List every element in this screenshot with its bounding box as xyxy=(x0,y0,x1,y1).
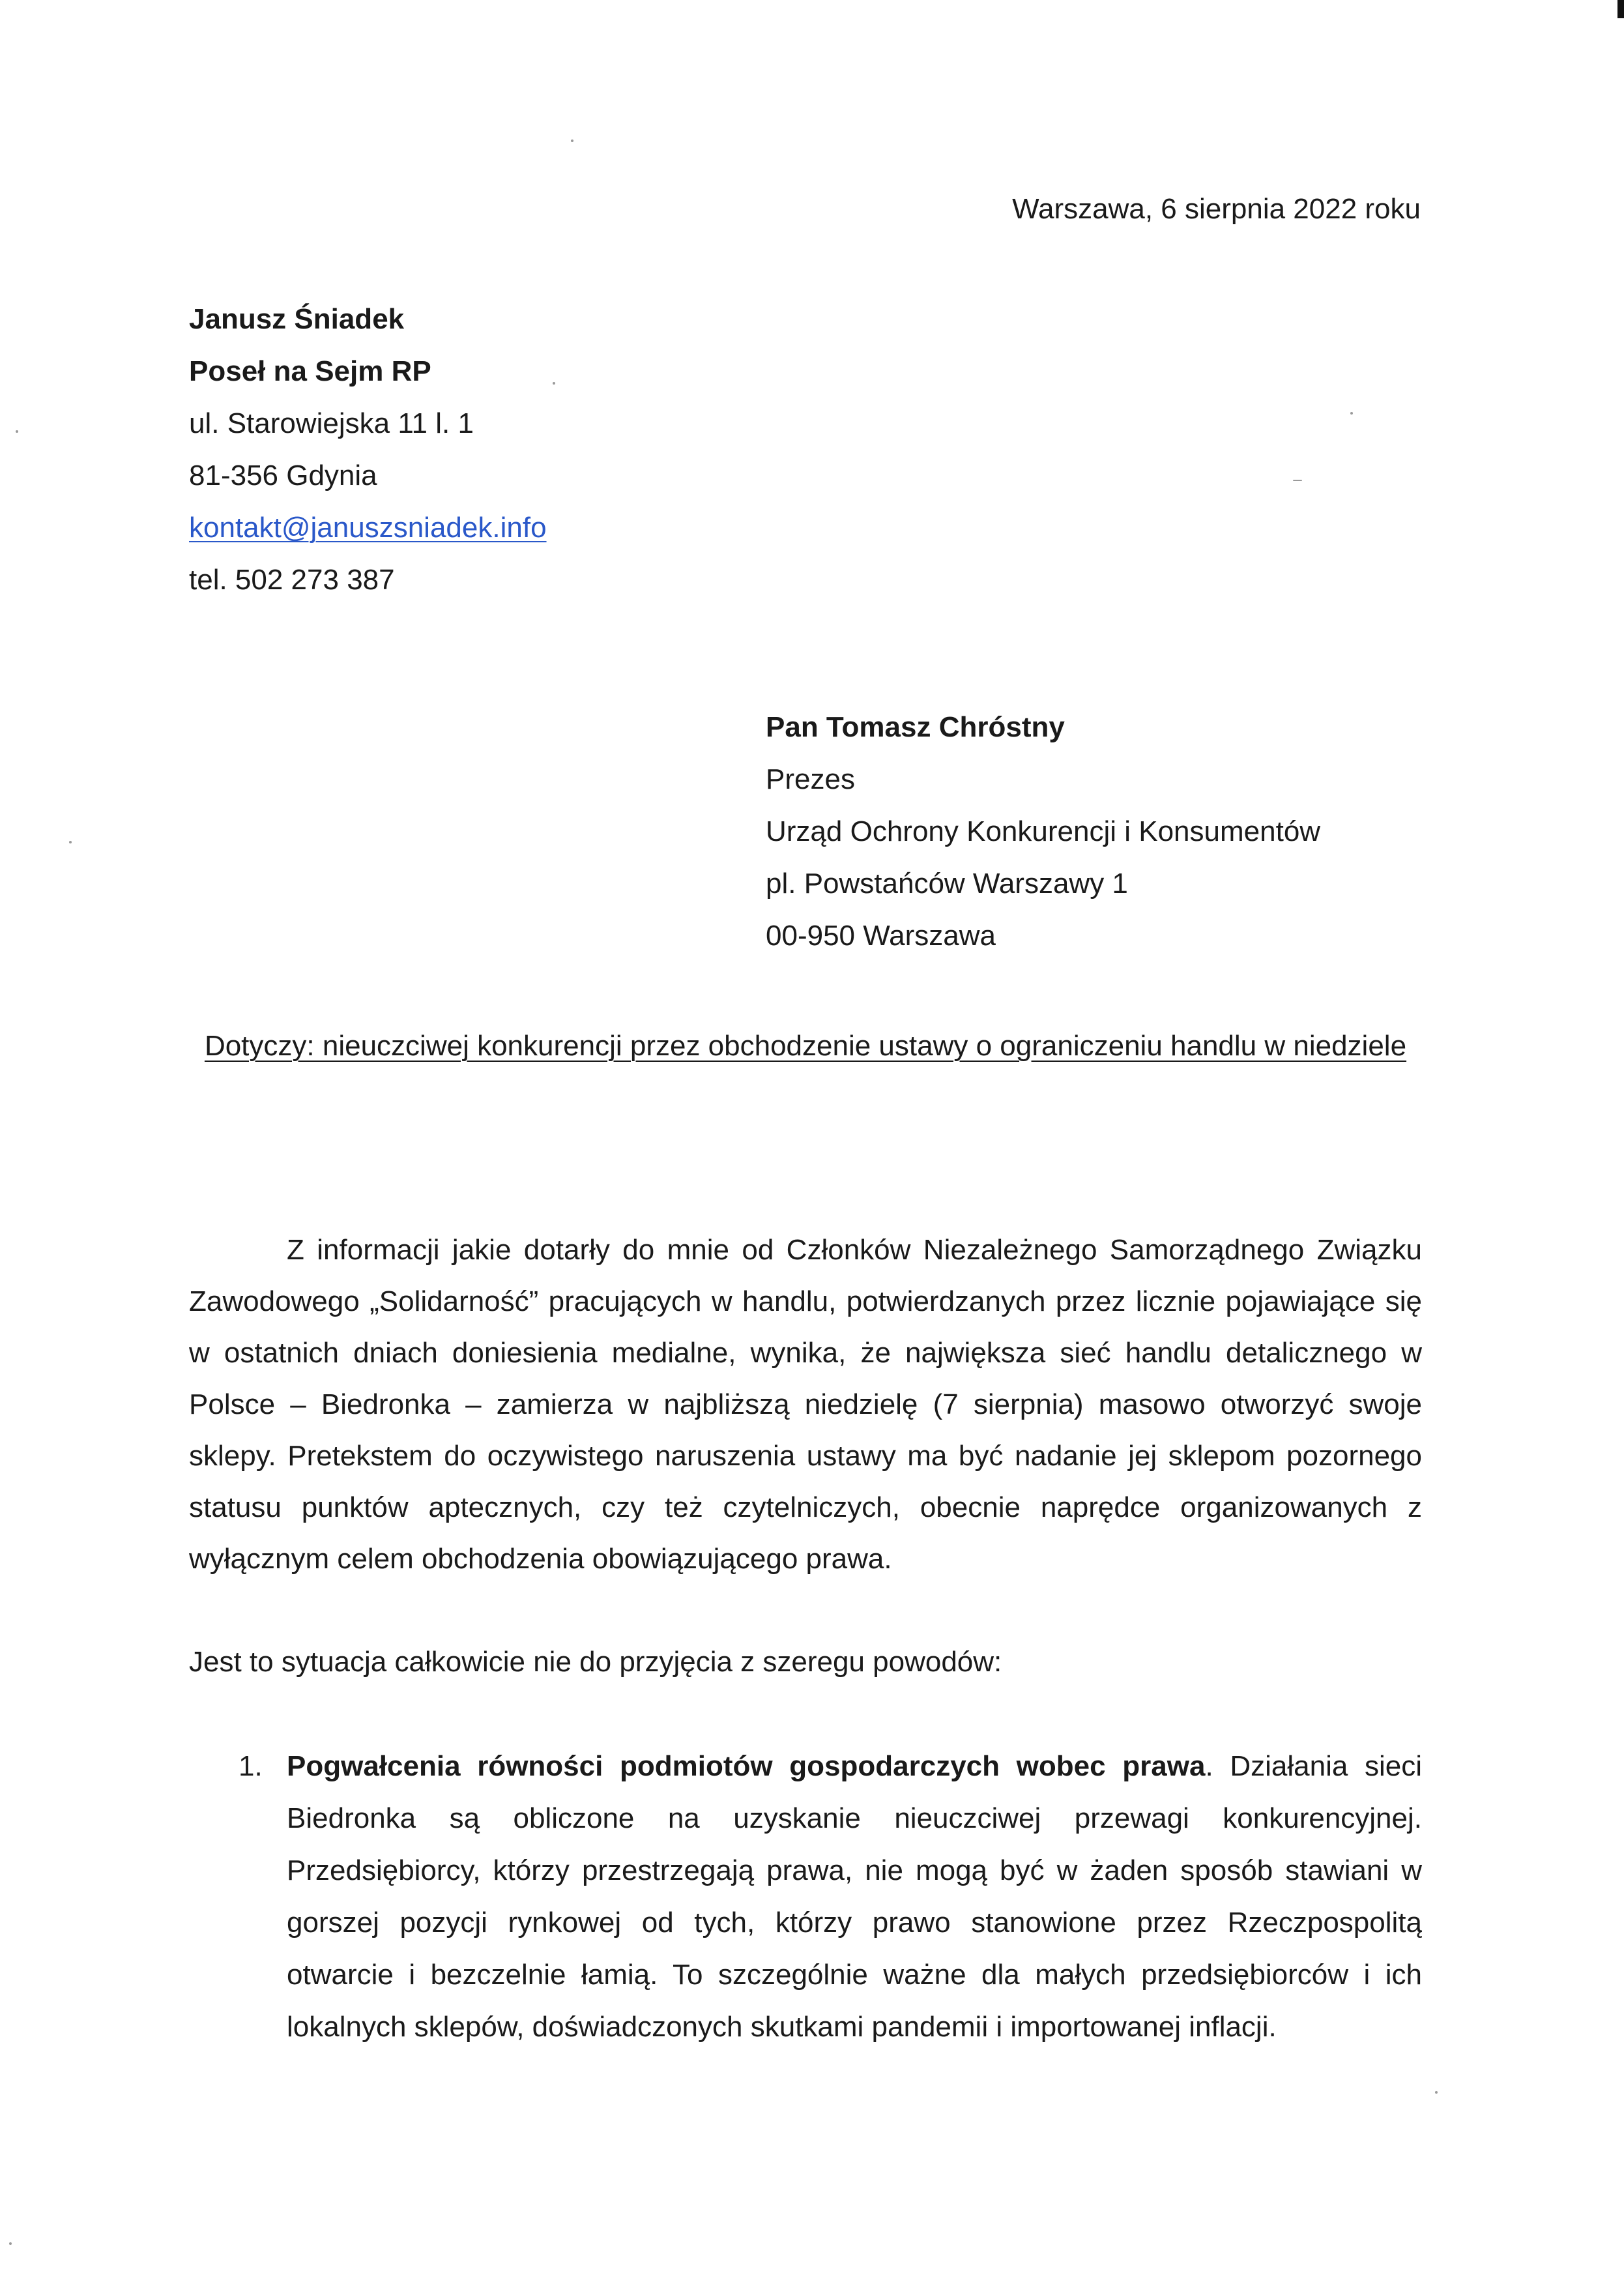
letter-subject: Dotyczy: nieuczciwej konkurencji przez obchodzenie ustawy o ograniczeniu handlu w niedziele xyxy=(204,1030,1407,1062)
scan-speck xyxy=(16,430,18,433)
recipient-name: Pan Tomasz Chróstny xyxy=(766,711,1065,743)
sender-title: Poseł na Sejm RP xyxy=(189,355,431,387)
list-item-number: 1. xyxy=(239,1750,263,1782)
list-item-heading: Pogwałcenia równości podmiotów gospodarczych wobec prawa xyxy=(287,1750,1206,1782)
recipient-city: 00-950 Warszawa xyxy=(766,920,996,952)
scan-edge-mark xyxy=(1617,0,1624,18)
recipient-street: pl. Powstańców Warszawy 1 xyxy=(766,868,1128,900)
sender-street: ul. Starowiejska 11 l. 1 xyxy=(189,407,474,439)
scan-speck xyxy=(69,841,72,843)
sender-block xyxy=(189,293,547,606)
sender-email-link[interactable]: kontakt@januszsniadek.info xyxy=(189,512,547,544)
scan-speck xyxy=(1435,2091,1438,2094)
sender-phone: tel. 502 273 387 xyxy=(189,564,395,596)
sender-city: 81-356 Gdynia xyxy=(189,460,377,491)
sender-name: Janusz Śniadek xyxy=(189,303,405,335)
list-item-text: . Działania sieci Biedronka są obliczone na uzyskanie nieuczciwej przewagi konkurencyjnej. Przedsiębiorcy, którzy przestrzegają prawa, nie mogą być w żaden sposób stawiani w gorszej pozycji rynkowej od tych, którzy prawo stanowione przez Rzeczpospolitą otwarcie i bezczelnie łamią. To szczególnie ważne dla małych przedsiębiorców i ich lokalnych sklepów, doświadczonych skutkami pandemii i importowanej inflacji. xyxy=(287,1750,1422,2043)
scan-speck xyxy=(1350,412,1353,415)
reasons-list xyxy=(189,1740,1422,2053)
scan-speck xyxy=(571,139,573,142)
recipient-office: Urząd Ochrony Konkurencji i Konsumentów xyxy=(766,815,1321,847)
body-paragraph-1: Z informacji jakie dotarły do mnie od Członków Niezależnego Samorządnego Związku Zawodowego „Solidarność” pracujących w handlu, potwierdzanych przez licznie pojawiające się w ostatnich dniach doniesienia medialne, wynika, że największa sieć handlu detalicznego w Polsce – Biedronka – zamierza w najbliższą niedzielę (7 sierpnia) masowo otworzyć swoje sklepy. Pretekstem do oczywistego naruszenia ustawy ma być nadanie jej sklepom pozornego statusu punktów aptecznych, czy też czytelniczych, obecnie naprędce organizowanych z wyłącznym celem obchodzenia obowiązującego prawa. xyxy=(189,1234,1422,1575)
recipient-title: Prezes xyxy=(766,763,855,795)
recipient-block xyxy=(766,701,1320,962)
scan-speck xyxy=(9,2242,12,2245)
scan-speck xyxy=(1293,480,1302,481)
scan-speck xyxy=(553,382,555,385)
list-item xyxy=(189,1740,1422,2053)
letter-date: Warszawa, 6 sierpnia 2022 roku xyxy=(1012,193,1421,225)
body-paragraph-2: Jest to sytuacja całkowicie nie do przyjęcia z szeregu powodów: xyxy=(189,1646,1002,1678)
